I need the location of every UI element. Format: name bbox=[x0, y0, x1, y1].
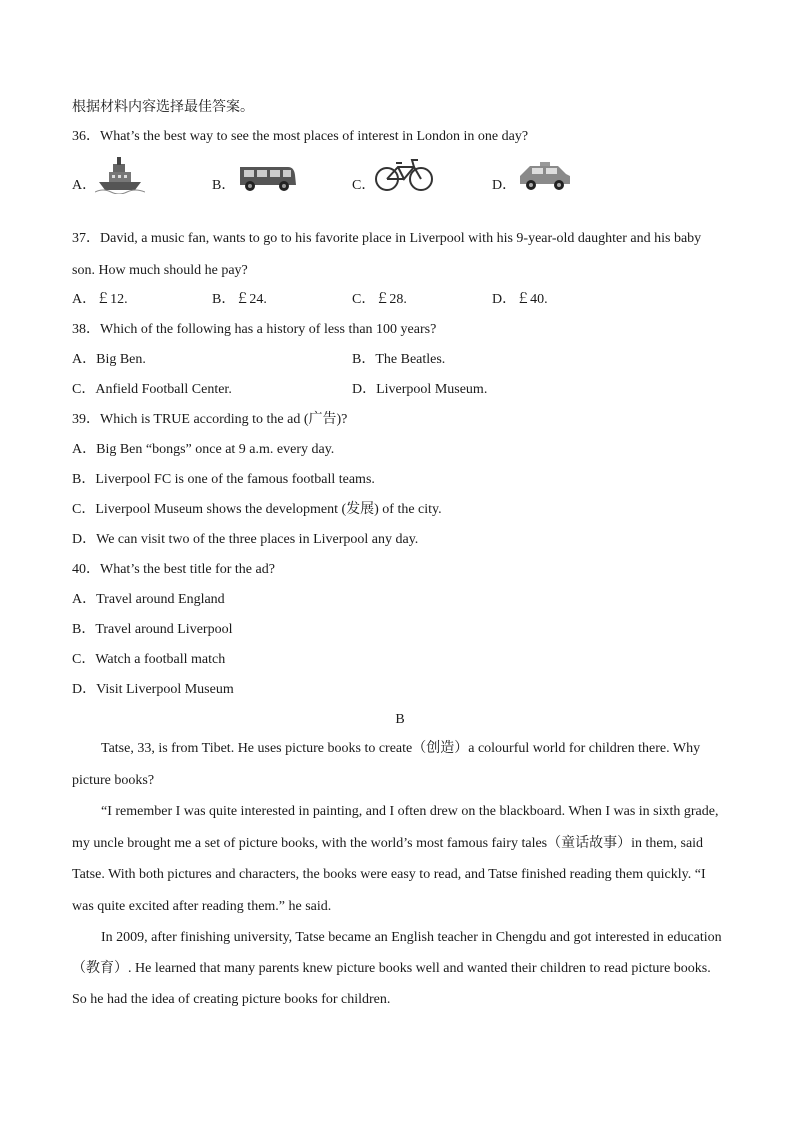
option-label: B． bbox=[212, 178, 236, 193]
passage-line: Tatse, 33, is from Tibet. He uses picture books to create（创造）a colourful world for children there. Why bbox=[101, 741, 701, 756]
q38-option-c[interactable]: C．Anfield Football Center. bbox=[72, 382, 232, 397]
q40-option-b[interactable]: B．Travel around Liverpool bbox=[72, 622, 233, 637]
question-39: 39．Which is TRUE according to the ad (广告)? bbox=[72, 412, 348, 427]
taxi-icon bbox=[516, 160, 574, 192]
passage-line: was quite excited after reading them.” he said. bbox=[72, 899, 332, 914]
passage-line: Tatse. With both pictures and characters, the books were easy to read, and Tatse finished reading them quickly. “I bbox=[72, 867, 706, 882]
question-37-line1: 37．David, a music fan, wants to go to his favorite place in Liverpool with his 9-year-old daughter and his baby bbox=[72, 231, 702, 246]
q38-option-b[interactable]: B．The Beatles. bbox=[352, 352, 446, 367]
option-label: A． bbox=[72, 178, 97, 193]
q39-option-a[interactable]: A．Big Ben “bongs” once at 9 a.m. every day. bbox=[72, 442, 335, 457]
passage-line: So he had the idea of creating picture books for children. bbox=[72, 992, 391, 1007]
passage-line: In 2009, after finishing university, Tatse became an English teacher in Chengdu and got interested in education bbox=[101, 930, 722, 945]
q37-option-d[interactable]: D．￡40. bbox=[492, 292, 548, 307]
q39-option-b[interactable]: B．Liverpool FC is one of the famous football teams. bbox=[72, 472, 375, 487]
boat-icon bbox=[95, 154, 145, 194]
passage-line: my uncle brought me a set of picture books, with the world’s most famous fairy tales（童话故事）in them, said bbox=[72, 836, 704, 851]
q37-option-a[interactable]: A．￡12. bbox=[72, 292, 128, 307]
passage-line: “I remember I was quite interested in painting, and I often drew on the blackboard. When I was in sixth grade, bbox=[101, 804, 719, 819]
q36-option-d[interactable] bbox=[492, 176, 516, 196]
q40-option-d[interactable]: D．Visit Liverpool Museum bbox=[72, 682, 234, 697]
question-37-line2: son. How much should he pay? bbox=[72, 263, 248, 278]
q37-option-c[interactable]: C．￡28. bbox=[352, 292, 407, 307]
bicycle-icon bbox=[374, 155, 434, 193]
q37-option-b[interactable]: B．￡24. bbox=[212, 292, 267, 307]
section-heading: B bbox=[395, 712, 405, 727]
option-label: D． bbox=[492, 178, 517, 193]
q40-option-c[interactable]: C．Watch a football match bbox=[72, 652, 226, 667]
option-label: C． bbox=[352, 178, 376, 193]
q39-option-d[interactable]: D．We can visit two of the three places in Liverpool any day. bbox=[72, 532, 419, 547]
q39-option-c[interactable]: C．Liverpool Museum shows the development (发展) of the city. bbox=[72, 502, 442, 517]
q36-option-c[interactable] bbox=[352, 176, 375, 196]
passage-line: picture books? bbox=[72, 773, 155, 788]
q38-option-a[interactable]: A．Big Ben. bbox=[72, 352, 146, 367]
instruction-text: 根据材料内容选择最佳答案。 bbox=[72, 100, 254, 115]
q38-option-d[interactable]: D．Liverpool Museum. bbox=[352, 382, 488, 397]
q40-option-a[interactable]: A．Travel around England bbox=[72, 592, 225, 607]
question-36: 36．What’s the best way to see the most places of interest in London in one day? bbox=[72, 129, 529, 144]
bus-icon bbox=[236, 163, 298, 193]
q36-option-b[interactable] bbox=[212, 176, 235, 196]
q36-option-a[interactable] bbox=[72, 176, 96, 196]
question-38: 38．Which of the following has a history of less than 100 years? bbox=[72, 322, 437, 337]
question-40: 40．What’s the best title for the ad? bbox=[72, 562, 275, 577]
passage-line: （教育）. He learned that many parents knew picture books well and wanted their children to read picture books. bbox=[72, 961, 711, 976]
